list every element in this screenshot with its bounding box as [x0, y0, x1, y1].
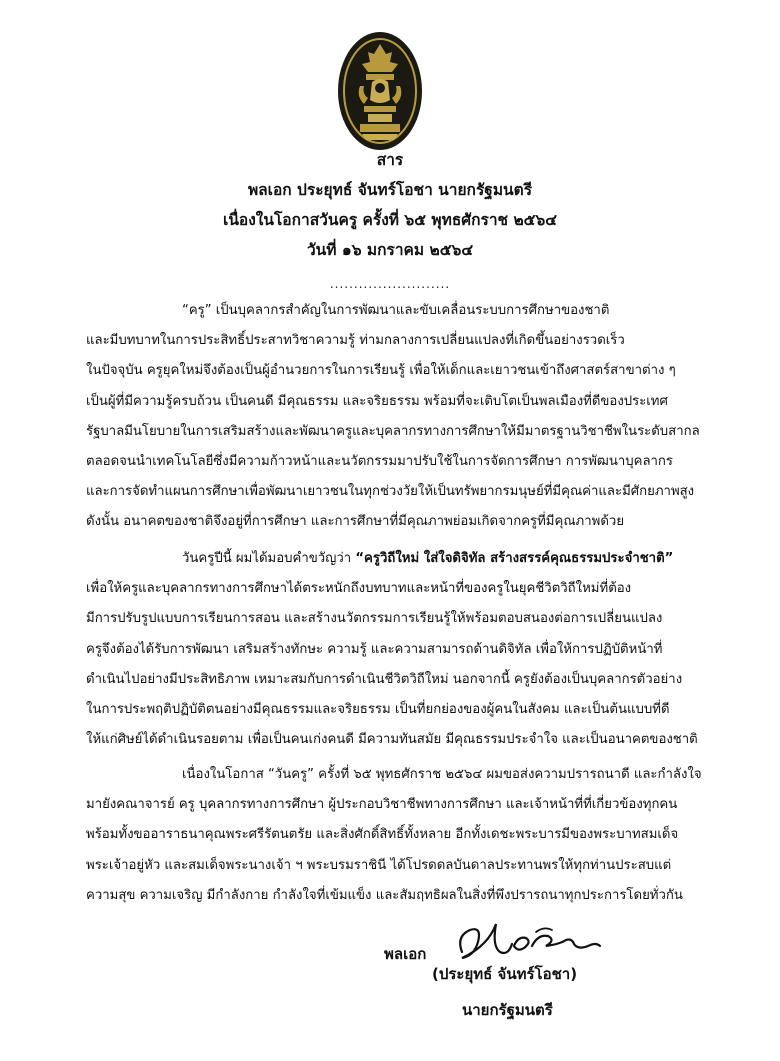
- text-line: เป็นผู้ที่มีความรู้ครบถ้วน เป็นคนดี มีคุณธรรม และจริยธรรม พร้อมที่จะเติบโตเป็นพลเมืองที่ดีของประเทศ: [86, 393, 668, 409]
- letter-label: สาร: [376, 151, 404, 169]
- text-line: มีการปรับรูปแบบการเรียนการสอน และสร้างนวัตกรรมการเรียนรู้ให้พร้อมตอบสนองต่อการเปลี่ยนแปลง: [86, 611, 663, 627]
- text-line: เนื่องในโอกาส “วันครู” ครั้งที่ ๖๕ พุทธศักราช ๒๕๖๔ ผมขอส่งความปรารถนาดี และกำลังใจ: [182, 767, 702, 782]
- paragraph-1: [86, 296, 702, 538]
- text-line: รัฐบาลมีนโยบายในการเสริมสร้างและพัฒนาครูและบุคลากรทางการศึกษาให้มีมาตรฐานวิชาชีพในระดับสากล: [86, 423, 700, 439]
- text-line: ดังนั้น อนาคตของชาติจึงอยู่ที่การศึกษา และการศึกษาที่มีคุณภาพย่อมเกิดจากครูที่มีคุณภาพด้วย: [86, 514, 625, 530]
- signature-block: [0, 910, 780, 1050]
- signature-name: (ประยุทธ์ จันทร์โอชา): [432, 965, 578, 983]
- separator-dots: .........................: [329, 277, 451, 291]
- text-line: และมีบทบาทในการประสิทธิ์ประสาทวิชาความรู้ ท่ามกลางการเปลี่ยนแปลงที่เกิดขึ้นอย่างรวดเร็ว: [86, 333, 625, 349]
- letter-date: วันที่ ๑๖ มกราคม ๒๕๖๔: [306, 241, 474, 259]
- signature-rank: พลเอก: [384, 945, 427, 963]
- text-line: ความสุข ความเจริญ มีกำลังกาย กำลังใจที่เข้มแข็ง และสัมฤทธิผลในสิ่งที่พึงปรารถนาทุกประการโดยทั่วกัน: [86, 887, 683, 903]
- government-seal-icon: [336, 30, 424, 152]
- text-line: ดำเนินไปอย่างมีประสิทธิภาพ เหมาะสมกับการดำเนินชีวิตวิถีใหม่ นอกจากนี้ ครูยังต้องเป็นบุคลากรตัวอย่าง: [86, 671, 683, 687]
- text-line: ให้แก่ศิษย์ได้ดำเนินรอยตาม เพื่อเป็นคนเก่งคนดี มีความทันสมัย มีคุณธรรมประจำใจ และเป็นอนาคตของชาติ: [86, 732, 698, 748]
- text-line: ตลอดจนนำเทคโนโลยีซึ่งมีความก้าวหน้าและนวัตกรรมมาปรับใช้ในการจัดการศึกษา การพัฒนาบุคลากร: [86, 454, 674, 470]
- teachers-day-motto: “ครูวิถีใหม่ ใส่ใจดิจิทัล สร้างสรรค์คุณธรรมประจำชาติ”: [355, 551, 674, 566]
- text-line: พระเจ้าอยู่หัว และสมเด็จพระนางเจ้า ฯ พระบรมราชินี ได้โปรดดลบันดาลประทานพรให้ทุกท่านประสบแต่: [86, 857, 672, 873]
- letter-heading: [0, 145, 780, 265]
- text-line: ในปัจจุบัน ครูยุคใหม่จึงต้องเป็นผู้อำนวยการในการเรียนรู้ เพื่อให้เด็กและเยาวชนเข้าถึงศาสตร์สาขาต่าง ๆ: [86, 363, 676, 379]
- letter-sender: พลเอก ประยุทธ์ จันทร์โอชา นายกรัฐมนตรี: [247, 181, 533, 199]
- paragraph-3: [86, 760, 702, 911]
- text-line: ครูจึงต้องได้รับการพัฒนา เสริมสร้างทักษะ ความรู้ และความสามารถด้านดิจิทัล เพื่อให้การปฏิบัติหน้าที่: [86, 641, 663, 657]
- text-line: และการจัดทำแผนการศึกษาเพื่อพัฒนาเยาวชนในทุกช่วงวัยให้เป็นทรัพยากรมนุษย์ที่มีคุณค่าและมีศักยภาพสูง: [86, 484, 695, 500]
- text-line: ในการประพฤติปฏิบัติตนอย่างมีคุณธรรมและจริยธรรม เป็นที่ยกย่องของผู้คนในสังคม และเป็นต้นแบบที่ดี: [86, 702, 670, 718]
- text-line: มายังคณาจารย์ ครู บุคลากรทางการศึกษา ผู้ประกอบวิชาชีพทางการศึกษา และเจ้าหน้าที่ที่เกี่ยวข้องทุกคน: [86, 797, 678, 813]
- signature-title: นายกรัฐมนตรี: [462, 1001, 553, 1019]
- text-line-with-motto: [86, 544, 702, 574]
- text-line: เพื่อให้ครูและบุคลากรทางการศึกษาได้ตระหนักถึงบทบาทและหน้าที่ของครูในยุคชีวิตวิถีใหม่ที่ต้อง: [86, 581, 632, 597]
- paragraph-2: [86, 544, 702, 755]
- text-line: พร้อมทั้งขออาราธนาคุณพระศรีรัตนตรัย และสิ่งศักดิ์สิทธิ์ทั้งหลาย อีกทั้งเดชะพระบารมีของพระบาทสมเด็จ: [86, 827, 679, 843]
- motto-lead: วันครูปีนี้ ผมได้มอบคำขวัญว่า: [182, 551, 356, 566]
- text-line: “ครู” เป็นบุคลากรสำคัญในการพัฒนาและขับเคลื่อนระบบการศึกษาของชาติ: [182, 303, 610, 318]
- letter-occasion: เนื่องในโอกาสวันครู ครั้งที่ ๖๕ พุทธศักราช ๒๕๖๔: [223, 211, 557, 229]
